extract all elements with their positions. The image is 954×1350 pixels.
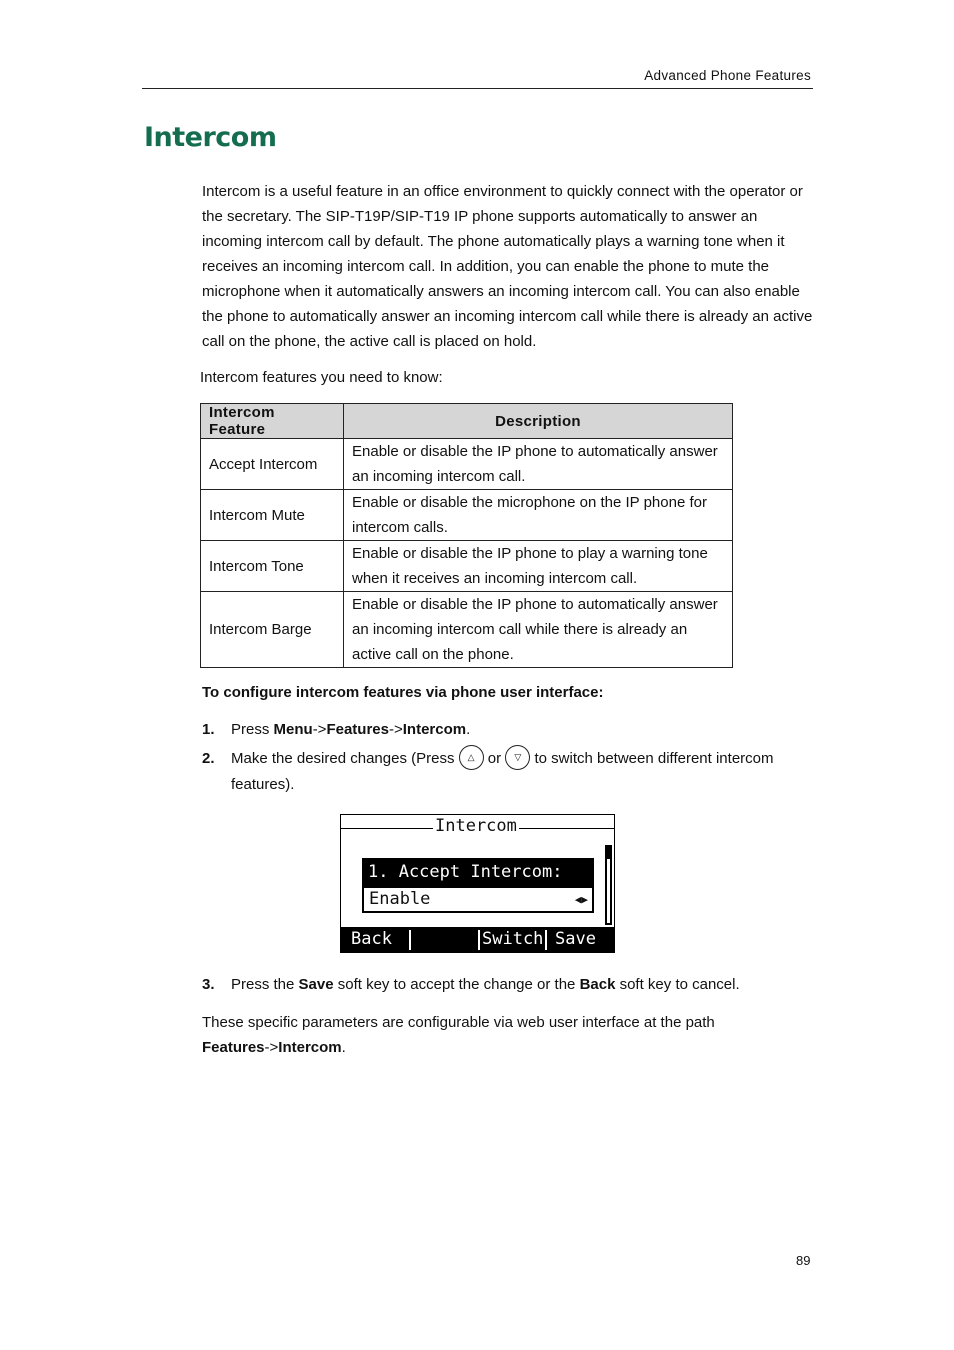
lcd-scrollbar	[605, 845, 612, 925]
features-intro: Intercom features you need to know:	[200, 369, 443, 386]
softkey-separator	[478, 930, 480, 950]
step-number: 1.	[202, 721, 215, 738]
procedure-title: To configure intercom features via phone user interface:	[202, 684, 604, 701]
menu-path-menu: Menu	[273, 721, 313, 738]
web-path-features: Features	[202, 1039, 265, 1056]
header-section-title: Advanced Phone Features	[644, 68, 811, 83]
step-text	[231, 972, 740, 998]
step-press-text: Press	[231, 721, 274, 738]
menu-path-intercom: Intercom	[402, 721, 467, 738]
web-ui-note-text: These specific parameters are configurable via web user interface at the path	[202, 1014, 715, 1031]
step-number: 2.	[202, 750, 215, 767]
table-row	[201, 439, 733, 490]
feature-name: Intercom Mute	[201, 490, 344, 541]
title-rule-left	[341, 828, 433, 829]
step-3	[202, 972, 817, 998]
up-navigation-key-icon: △	[459, 745, 484, 770]
title-rule-right	[519, 828, 614, 829]
scrollbar-track	[607, 859, 610, 923]
feature-description: Enable or disable the IP phone to play a warning tone when it receives an incoming intercom call.	[344, 541, 733, 592]
path-arrow: ->	[312, 721, 327, 738]
softkey-back: Back	[351, 929, 392, 949]
period: .	[466, 721, 471, 738]
column-header-description: Description	[344, 404, 733, 439]
path-arrow: ->	[388, 721, 403, 738]
step-text-post: to switch between different intercom	[530, 750, 774, 767]
column-header-feature: Intercom Feature	[201, 404, 344, 439]
step-text-line2: features).	[231, 776, 295, 793]
softkey-separator	[545, 930, 547, 950]
softkey-separator	[409, 930, 411, 950]
softkey-save: Save	[555, 929, 596, 949]
step-text	[231, 746, 816, 798]
feature-name: Intercom Tone	[201, 541, 344, 592]
table-row	[201, 541, 733, 592]
lcd-softkey-bar	[341, 927, 614, 952]
step-text-pre: Press the	[231, 976, 299, 993]
web-path-intercom: Intercom	[278, 1039, 342, 1056]
feature-name: Intercom Barge	[201, 592, 344, 668]
feature-description: Enable or disable the microphone on the IP phone for intercom calls.	[344, 490, 733, 541]
table-row	[201, 592, 733, 668]
lcd-value: Enable	[369, 889, 431, 909]
feature-description: Enable or disable the IP phone to automatically answer an incoming intercom call while there is already an active call on the phone.	[344, 592, 733, 668]
softkey-switch: Switch	[482, 929, 544, 949]
page-number: 89	[796, 1253, 811, 1268]
save-softkey-name: Save	[298, 976, 334, 993]
back-softkey-name: Back	[579, 976, 616, 993]
table-row	[201, 490, 733, 541]
menu-path-features: Features	[326, 721, 389, 738]
page-title: Intercom	[144, 122, 277, 153]
table-header-row	[201, 404, 733, 439]
step-text-or: or	[483, 750, 506, 767]
intro-paragraph: Intercom is a useful feature in an office environment to quickly connect with the operator or the secretary. The SIP-T19P/SIP-T19 IP phone supports automatically to answer an incoming intercom call by default. The phone automatically plays a warning tone when it receives an incoming intercom call. In addition, you can enable the phone to mute the microphone when it automatically answers an incoming intercom call. You can also enable the phone to automatically answer an incoming intercom call while there is already an active call on the phone, the active call is placed on hold.	[202, 183, 813, 350]
feature-name: Accept Intercom	[201, 439, 344, 490]
down-navigation-key-icon: ▽	[505, 745, 530, 770]
lcd-selected-item: 1. Accept Intercom:	[362, 858, 594, 886]
left-right-arrows-icon: ◀▶	[574, 893, 588, 906]
step-text	[231, 717, 470, 743]
step-2	[202, 746, 817, 798]
running-header	[142, 66, 813, 89]
step-1	[202, 717, 802, 743]
step-text-pre: Make the desired changes (Press	[231, 750, 459, 767]
step-text-post: soft key to cancel.	[615, 976, 740, 993]
lcd-value-field	[362, 886, 594, 913]
web-ui-note	[202, 1010, 715, 1060]
features-table	[200, 403, 733, 668]
period: .	[341, 1039, 346, 1056]
step-number: 3.	[202, 976, 215, 993]
phone-lcd-screenshot	[340, 814, 615, 953]
path-arrow: ->	[264, 1039, 279, 1056]
feature-description: Enable or disable the IP phone to automatically answer an incoming intercom call.	[344, 439, 733, 490]
lcd-title: Intercom	[435, 816, 517, 836]
step-text-mid: soft key to accept the change or the	[333, 976, 580, 993]
